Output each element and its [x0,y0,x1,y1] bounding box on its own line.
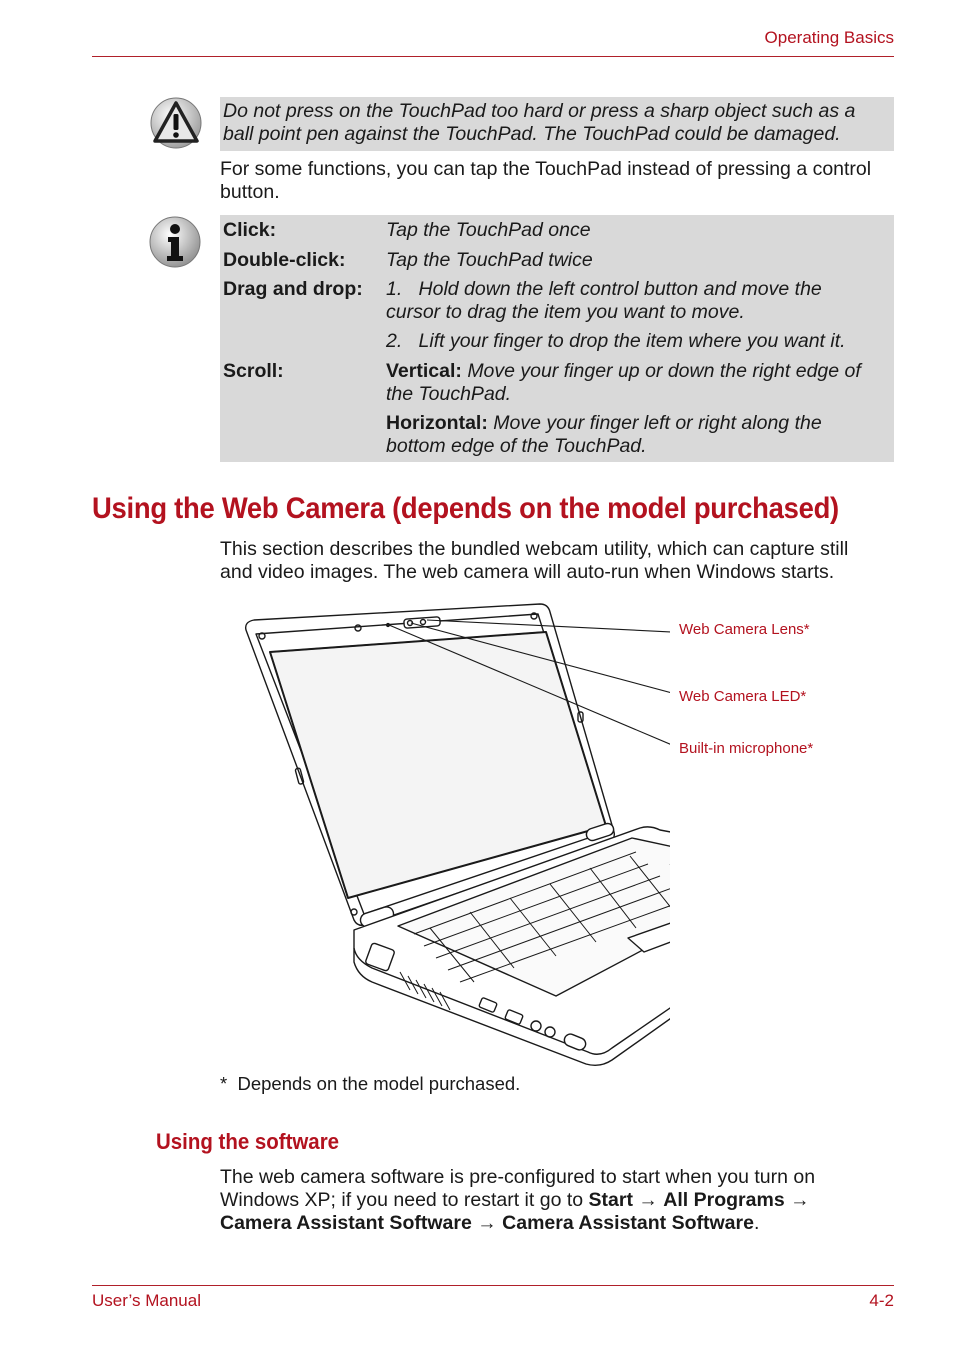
def-term: Click: [223,219,277,241]
callout-built-in-microphone: Built-in microphone* [679,740,814,757]
webcam-line: This section describes the bundled webcam utility, which can capture still [220,538,849,560]
callout-web-camera-led: Web Camera LED* [679,688,807,705]
def-row-drag-and-drop [223,278,822,323]
menu-path-all-programs: All Programs [663,1189,785,1211]
subsection-heading: Using the software [156,1129,340,1154]
arrow-icon: → [477,1212,497,1234]
def-text: Move your finger up or down the right edge of [467,360,861,382]
def-sub-label: Vertical: [386,360,462,382]
caution-note [220,97,894,151]
def-row-double-click [223,249,593,272]
figure-footnote: * Depends on the model purchased. [220,1073,521,1094]
def-term: Double-click: [223,249,346,271]
def-text: the TouchPad. [386,383,512,405]
section-heading: Using the Web Camera (depends on the model purchased) [92,492,839,525]
page-number: 4-2 [869,1291,894,1310]
def-text: Tap the TouchPad twice [386,249,593,271]
software-line [220,1212,900,1235]
def-text: cursor to drag the item you want to move. [386,301,745,323]
arrow-icon: → [790,1189,810,1211]
intro-line: button. [220,181,280,203]
menu-path-camera-assistant-app: Camera Assistant Software [502,1212,754,1234]
webcam-paragraph [220,538,900,584]
touchpad-actions-note [220,215,894,462]
def-row-click [223,219,591,242]
intro-paragraph [220,158,900,204]
callout-web-camera-lens: Web Camera Lens* [679,621,810,638]
software-line: The web camera software is pre-configured to start when you turn on [220,1166,816,1188]
def-row-scroll-vertical [223,360,893,405]
software-line [220,1189,900,1212]
software-text: Windows XP; if you need to restart it go to [220,1189,589,1211]
def-text: 1. Hold down the left control button and move the [386,278,822,300]
def-text: Tap the TouchPad once [386,219,591,241]
menu-path-start: Start [588,1189,633,1211]
software-paragraph [220,1166,900,1235]
def-term: Scroll: [223,360,284,382]
header-rule [92,56,894,57]
def-text: bottom edge of the TouchPad. [386,435,647,457]
webcam-line: and video images. The web camera will auto-run when Windows starts. [220,561,835,583]
def-text: Move your finger left or right along the [493,412,822,434]
arrow-icon: → [638,1189,658,1211]
intro-line: For some functions, you can tap the TouchPad instead of pressing a control [220,158,872,180]
footer-rule [92,1285,894,1286]
period: . [753,1212,760,1234]
running-header: Operating Basics [764,28,894,47]
footer-manual-title: User’s Manual [92,1291,201,1310]
menu-path-camera-assistant-folder: Camera Assistant Software [220,1212,472,1234]
def-text: 2. Lift your finger to drop the item where you want it. [386,330,846,352]
def-term: Drag and drop: [223,278,363,300]
warning-triangle-icon [150,97,202,149]
info-icon [149,216,201,268]
def-sub-label: Horizontal: [386,412,488,434]
caution-text: Do not press on the TouchPad too hard or press a sharp object such as a ball point pen against the TouchPad. The TouchPad could be damaged. [223,100,856,145]
laptop-illustration [230,598,670,1068]
